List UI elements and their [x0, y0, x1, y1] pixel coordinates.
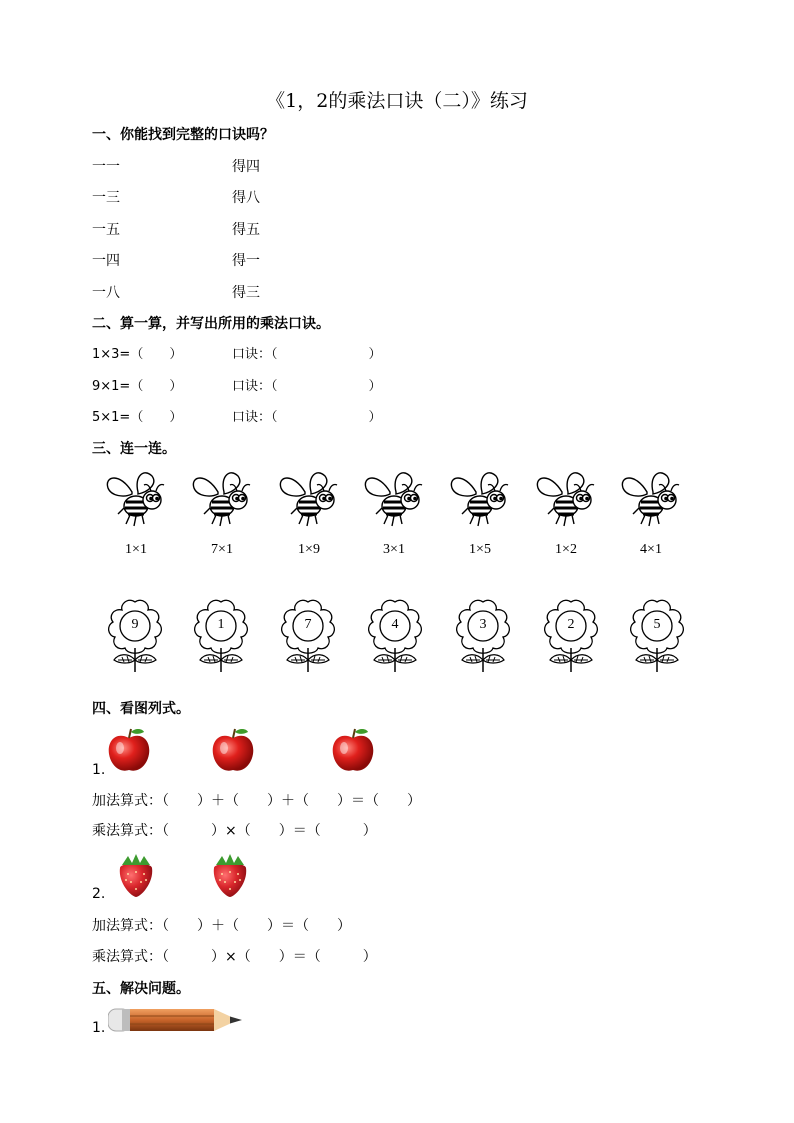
- flower-item[interactable]: [626, 598, 688, 678]
- rhyme-left-5: 一八: [92, 285, 120, 301]
- rhyme-left-3: 一五: [92, 222, 120, 238]
- bee-item[interactable]: [448, 470, 512, 534]
- section5-heading: 五、解决问题。: [92, 981, 190, 997]
- flower-icon: [364, 598, 426, 674]
- flower-item[interactable]: [540, 598, 602, 678]
- calc-rhyme-2: 口诀：（ ）: [232, 379, 382, 394]
- rhyme-right-4: 得一: [232, 253, 260, 269]
- s5-q1-number: 1.: [92, 1020, 106, 1036]
- bee-icon: [277, 470, 341, 530]
- calc-expr-1: 1×3=（ ）: [92, 347, 183, 362]
- bee-label: 1×5: [469, 542, 491, 557]
- rhyme-left-1: 一一: [92, 159, 120, 175]
- section3-heading: 三、连一连。: [92, 441, 176, 457]
- q1-add-formula: 加法算式：（ ）＋（ ）＋（ ）＝（ ）: [92, 793, 421, 809]
- flower-number: 9: [131, 617, 139, 632]
- q2-add-formula: 加法算式：（ ）＋（ ）＝（ ）: [92, 918, 351, 934]
- section1-heading: 一、你能找到完整的口诀吗？: [92, 127, 274, 143]
- bee-icon: [104, 470, 168, 530]
- flower-number: 2: [567, 617, 575, 632]
- page-title: 《1，2的乘法口诀（二）》练习: [266, 90, 528, 112]
- flower-item[interactable]: [277, 598, 339, 678]
- section2-heading: 二、算一算，并写出所用的乘法口诀。: [92, 316, 330, 332]
- bee-label: 1×1: [125, 542, 147, 557]
- flower-item[interactable]: [364, 598, 426, 678]
- bee-icon: [448, 470, 512, 530]
- flower-icon: [104, 598, 166, 674]
- rhyme-right-1: 得四: [232, 159, 260, 175]
- bee-label: 7×1: [211, 542, 233, 557]
- flower-number: 1: [217, 617, 225, 632]
- strawberry-icon: [210, 852, 250, 898]
- flower-number: 3: [479, 617, 487, 632]
- calc-expr-2: 9×1=（ ）: [92, 379, 183, 394]
- bee-item[interactable]: [362, 470, 426, 534]
- flower-item[interactable]: [452, 598, 514, 678]
- bee-icon: [534, 470, 598, 530]
- bee-item[interactable]: [619, 470, 683, 534]
- bee-item[interactable]: [534, 470, 598, 534]
- rhyme-left-2: 一三: [92, 190, 120, 206]
- q1-mul-formula: 乘法算式：（ ）×（ ）＝（ ）: [92, 823, 377, 839]
- flower-icon: [277, 598, 339, 674]
- q2-mul-formula: 乘法算式：（ ）×（ ）＝（ ）: [92, 949, 377, 965]
- section4-heading: 四、看图列式。: [92, 701, 190, 717]
- bee-label: 1×2: [555, 542, 577, 557]
- flower-number: 5: [653, 617, 661, 632]
- flower-icon: [626, 598, 688, 674]
- bee-label: 3×1: [383, 542, 405, 557]
- rhyme-right-3: 得五: [232, 222, 260, 238]
- bee-icon: [190, 470, 254, 530]
- rhyme-left-4: 一四: [92, 253, 120, 269]
- bee-icon: [619, 470, 683, 530]
- flower-number: 4: [391, 617, 399, 632]
- q1-number: 1.: [92, 762, 106, 778]
- bee-item[interactable]: [190, 470, 254, 534]
- apple-icon: [106, 726, 152, 774]
- rhyme-right-5: 得三: [232, 285, 260, 301]
- bee-item[interactable]: [277, 470, 341, 534]
- bee-item[interactable]: [104, 470, 168, 534]
- flower-icon: [540, 598, 602, 674]
- flower-icon: [190, 598, 252, 674]
- bee-label: 4×1: [640, 542, 662, 557]
- apple-icon: [330, 726, 376, 774]
- flower-item[interactable]: [104, 598, 166, 678]
- flower-icon: [452, 598, 514, 674]
- flower-item[interactable]: [190, 598, 252, 678]
- calc-rhyme-3: 口诀：（ ）: [232, 410, 382, 425]
- calc-rhyme-1: 口诀：（ ）: [232, 347, 382, 362]
- bee-label: 1×9: [298, 542, 320, 557]
- pencil-icon: [108, 1007, 244, 1033]
- bee-icon: [362, 470, 426, 530]
- rhyme-right-2: 得八: [232, 190, 260, 206]
- calc-expr-3: 5×1=（ ）: [92, 410, 183, 425]
- apple-icon: [210, 726, 256, 774]
- q2-number: 2.: [92, 886, 106, 902]
- flower-number: 7: [304, 617, 312, 632]
- strawberry-icon: [116, 852, 156, 898]
